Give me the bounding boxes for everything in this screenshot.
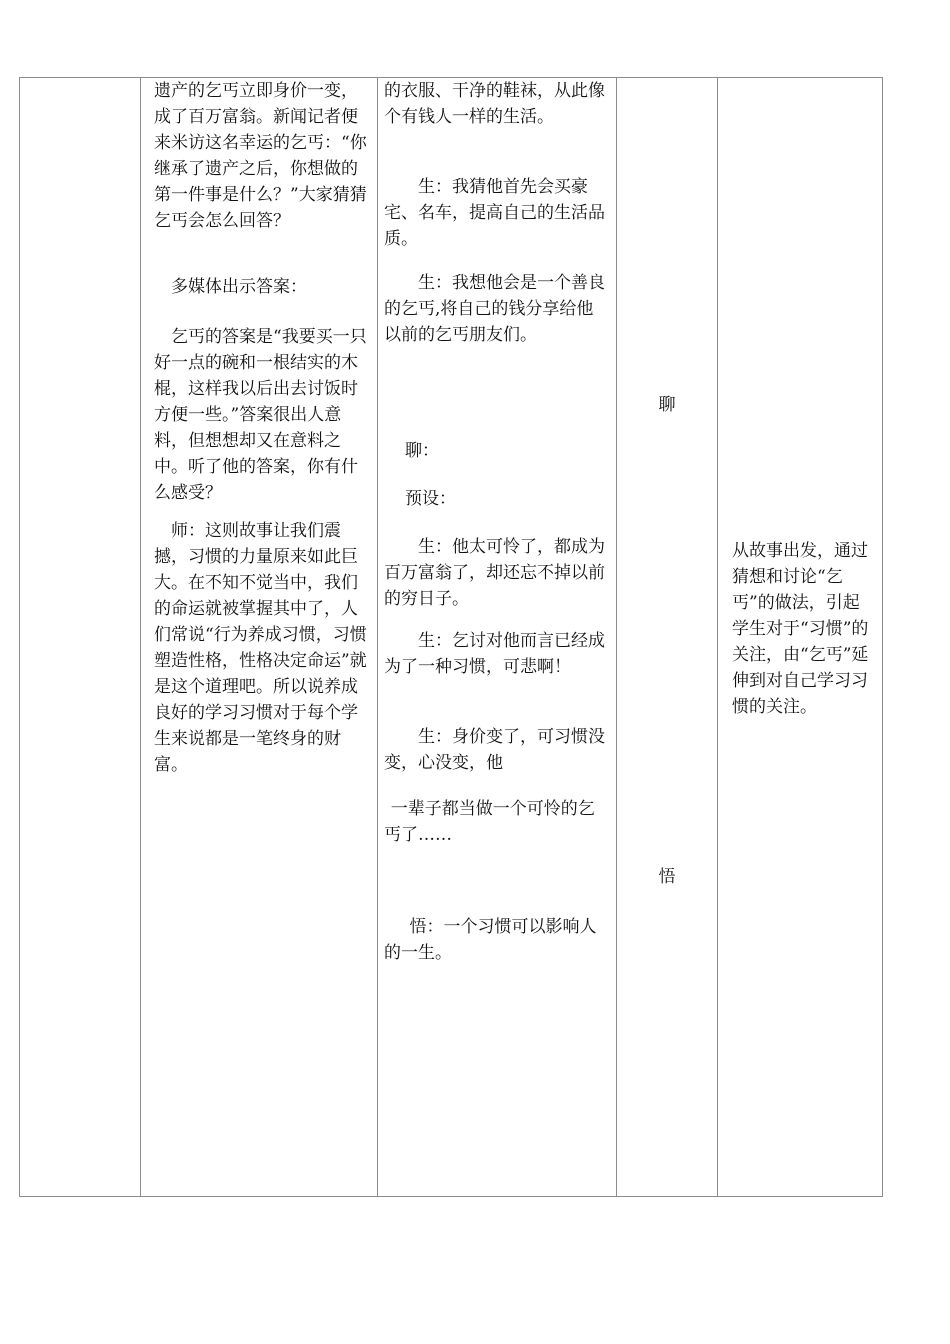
teacher-summary-paragraph: 师：这则故事让我们震撼，习惯的力量原来如此巨大。在不知不觉当中，我们的命运就被掌握其中了，人们常说“行为养成习惯，习惯塑造性格，性格决定命运”就是这个道理吧。所以说养成良好的学习习惯对于每个学生来说都是一笔终身的财富。 (154, 521, 367, 775)
student-response: 生：他太可怜了，都成为百万富翁了，却还忘不掉以前的穷日子。 (384, 537, 605, 609)
lesson-plan-table (19, 77, 883, 1197)
student-response-continued: 的衣服、干净的鞋袜，从此像个有钱人一样的生活。 (384, 81, 605, 127)
chat-label: 聊： (405, 441, 439, 461)
beggar-answer-paragraph: 乞丐的答案是“我要买一只好一点的碗和一根结实的木棍，这样我以后出去讨饭时方便一些。”答案很出人意料，但想想却又在意料之中。听了他的答案，你有什么感受？ (154, 327, 367, 503)
multimedia-answer-label: 多媒体出示答案： (171, 277, 307, 297)
table-row (20, 78, 883, 1197)
design-intent-cell (718, 78, 883, 1197)
student-response: 生：身价变了，可习惯没变，心没变，他 (384, 727, 605, 773)
design-intent-note: 从故事出发，通过猜想和讨论“乞丐”的做法，引起学生对于“习惯”的关注，由“乞丐”延伸到对自己学习习惯的关注。 (732, 541, 869, 717)
student-activity-cell (378, 78, 617, 1197)
student-response: 生：乞讨对他而言已经成为了一种习惯，可悲啊！ (384, 631, 605, 677)
story-paragraph: 遗产的乞丐立即身价一变，成了百万富翁。新闻记者便来米访这名幸运的乞丐：“你继承了遗产之后，你想做的第一件事是什么？”大家猜猜乞丐会怎么回答？ (154, 81, 367, 231)
section-cell (20, 78, 141, 1197)
step-label-insight: 悟 (658, 867, 676, 887)
student-response: 生：我想他会是一个善良的乞丐,将自己的钱分享给他以前的乞丐朋友们。 (384, 273, 605, 345)
preset-label: 预设： (405, 489, 456, 509)
insight-statement: 悟：一个习惯可以影响人的一生。 (384, 917, 597, 963)
student-response: 生：我猜他首先会买豪宅、名车，提高自己的生活品质。 (384, 177, 605, 249)
teacher-activity-cell (141, 78, 378, 1197)
step-cell (617, 78, 718, 1197)
student-response-continued: 一辈子都当做一个可怜的乞丐了…… (384, 799, 595, 845)
step-label-chat: 聊 (658, 395, 676, 415)
